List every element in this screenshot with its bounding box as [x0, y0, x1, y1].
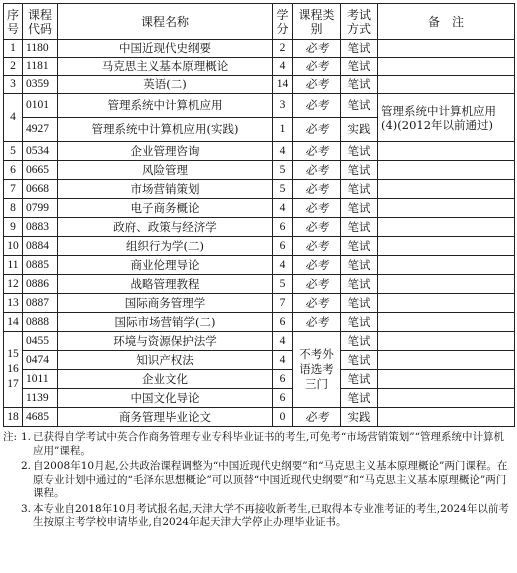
cell-credit: 4: [273, 332, 293, 351]
cell-type: 必考: [293, 313, 341, 332]
cell-name: 战略管理教程: [58, 275, 273, 294]
cell-exam: 笔试: [341, 389, 378, 408]
cell-credit: 4: [273, 256, 293, 275]
cell-credit: 7: [273, 294, 293, 313]
cell-elective-type: 不考外语选考三门: [293, 332, 341, 408]
table-row: [4, 351, 515, 370]
cell-name: 组织行为学(二): [58, 237, 273, 256]
cell-name: 马克思主义基本原理概论: [58, 58, 273, 76]
cell-credit: 3: [273, 94, 293, 118]
cell-exam: 笔试: [341, 313, 378, 332]
seq-17: 17: [7, 378, 19, 390]
cell-code: 0534: [23, 142, 58, 161]
cell-seq: 8: [4, 199, 23, 218]
cell-name: 英语(二): [58, 76, 273, 94]
cell-type: 必考: [293, 118, 341, 142]
cell-remark-row4: 管理系统中计算机应用(4)(2012年以前通过): [378, 94, 515, 142]
table-row: [4, 58, 515, 76]
cell-exam: 笔试: [341, 256, 378, 275]
table-row: [4, 275, 515, 294]
cell-type: 必考: [293, 40, 341, 58]
header-seq: 序号: [4, 4, 23, 40]
cell-exam: 笔试: [341, 58, 378, 76]
cell-credit: 5: [273, 275, 293, 294]
cell-exam: 笔试: [341, 199, 378, 218]
cell-credit: 14: [273, 76, 293, 94]
cell-remark: [378, 313, 515, 332]
cell-type: 必考: [293, 58, 341, 76]
cell-code: 0455: [23, 332, 58, 351]
course-plan: [3, 3, 514, 532]
table-row: [4, 76, 515, 94]
cell-name: 电子商务概论: [58, 199, 273, 218]
cell-remark: [378, 408, 515, 427]
cell-name: 知识产权法: [58, 351, 273, 370]
cell-credit: 6: [273, 313, 293, 332]
cell-name: 企业管理咨询: [58, 142, 273, 161]
cell-seq: 12: [4, 275, 23, 294]
cell-exam: 笔试: [341, 294, 378, 313]
cell-code: 0885: [23, 256, 58, 275]
cell-credit: 4: [273, 199, 293, 218]
cell-credit: 4: [273, 142, 293, 161]
cell-credit: 2: [273, 40, 293, 58]
cell-remark: [378, 199, 515, 218]
header-name: 课程名称: [58, 4, 273, 40]
table-row: [4, 142, 515, 161]
footnote-1: [3, 431, 514, 458]
cell-seq: 2: [4, 58, 23, 76]
cell-type: 必考: [293, 275, 341, 294]
cell-type: 必考: [293, 161, 341, 180]
footnote-number: 3.: [21, 502, 32, 515]
header-type: 课程类别: [293, 4, 341, 40]
cell-credit: 5: [273, 161, 293, 180]
cell-exam: 笔试: [341, 218, 378, 237]
cell-seq: 9: [4, 218, 23, 237]
cell-exam: 笔试: [341, 40, 378, 58]
cell-seq: 3: [4, 76, 23, 94]
cell-remark: [378, 294, 515, 313]
table-row: [4, 408, 515, 427]
cell-remark: [378, 332, 515, 351]
cell-name: 商业伦理导论: [58, 256, 273, 275]
seq-15: 15: [7, 348, 19, 360]
cell-name: 风险管理: [58, 161, 273, 180]
cell-credit: 1: [273, 118, 293, 142]
cell-code: 4927: [23, 118, 58, 142]
cell-type: 必考: [293, 142, 341, 161]
footnote-number: 2.: [21, 460, 32, 472]
cell-exam: 笔试: [341, 370, 378, 389]
cell-seq: 13: [4, 294, 23, 313]
header-credit: 学分: [273, 4, 293, 40]
cell-remark: [378, 161, 515, 180]
cell-name: 中国文化导论: [58, 389, 273, 408]
cell-code: 0474: [23, 351, 58, 370]
cell-remark: [378, 370, 515, 389]
table-row: [4, 370, 515, 389]
cell-credit: 0: [273, 408, 293, 427]
cell-remark: [378, 180, 515, 199]
table-row: [4, 389, 515, 408]
cell-code: 0886: [23, 275, 58, 294]
cell-remark: [378, 275, 515, 294]
cell-exam: 实践: [341, 118, 378, 142]
cell-credit: 6: [273, 389, 293, 408]
cell-exam: 笔试: [341, 142, 378, 161]
cell-remark: [378, 58, 515, 76]
cell-seq: 18: [4, 408, 23, 427]
cell-name: 商务管理毕业论文: [58, 408, 273, 427]
footnote-2: [3, 460, 514, 501]
cell-code: 1139: [23, 389, 58, 408]
cell-exam: 笔试: [341, 180, 378, 199]
cell-remark: [378, 40, 515, 58]
cell-credit: 4: [273, 58, 293, 76]
cell-code: 0887: [23, 294, 58, 313]
cell-code: 0101: [23, 94, 58, 118]
cell-name: 中国近现代史纲要: [58, 40, 273, 58]
table-row: [4, 237, 515, 256]
cell-credit: 5: [273, 180, 293, 199]
cell-remark: [378, 218, 515, 237]
cell-type: 必考: [293, 408, 341, 427]
cell-remark: [378, 351, 515, 370]
table-row: [4, 40, 515, 58]
header-code: 课程代码: [23, 4, 58, 40]
cell-type: 必考: [293, 94, 341, 118]
cell-credit: 6: [273, 237, 293, 256]
cell-seq: 5: [4, 142, 23, 161]
cell-exam: 笔试: [341, 237, 378, 256]
cell-seq: 14: [4, 313, 23, 332]
cell-type: 必考: [293, 180, 341, 199]
cell-type: 必考: [293, 199, 341, 218]
cell-seq: 6: [4, 161, 23, 180]
cell-name: 市场营销策划: [58, 180, 273, 199]
cell-type: 必考: [293, 218, 341, 237]
cell-credit: 6: [273, 218, 293, 237]
cell-code: 1181: [23, 58, 58, 76]
table-row: [4, 199, 515, 218]
seq-16: 16: [7, 363, 19, 375]
cell-seq: 11: [4, 256, 23, 275]
cell-code: 0888: [23, 313, 58, 332]
cell-code: 0359: [23, 76, 58, 94]
cell-type: 必考: [293, 294, 341, 313]
table-row: [4, 161, 515, 180]
cell-seq: 4: [4, 94, 23, 142]
header-remark: 备 注: [378, 4, 515, 40]
cell-code: 1180: [23, 40, 58, 58]
cell-seq: 10: [4, 237, 23, 256]
cell-remark: [378, 256, 515, 275]
table-row: [4, 94, 515, 118]
table-row: [4, 332, 515, 351]
cell-name: 企业文化: [58, 370, 273, 389]
cell-type: 必考: [293, 237, 341, 256]
cell-code: 0884: [23, 237, 58, 256]
cell-remark: [378, 237, 515, 256]
cell-name: 环境与资源保护法学: [58, 332, 273, 351]
table-row: [4, 218, 515, 237]
cell-name: 国际市场营销学(二): [58, 313, 273, 332]
footnotes: [3, 431, 514, 530]
cell-seq: 1: [4, 40, 23, 58]
footnote-text: 自2008年10月起,公共政治课程调整为“中国近现代史纲要”和“马克思主义基本原理概论”两门课程。在原专业计划中通过的“毛泽东思想概论”可以顶替“中国近现代史纲要”和“马克思主义基本原理概论”两门课程。: [33, 460, 508, 499]
cell-seq-group: [4, 332, 23, 408]
footnote-lead: 注:: [3, 431, 18, 443]
cell-exam: 笔试: [341, 161, 378, 180]
cell-seq: 7: [4, 180, 23, 199]
cell-exam: 笔试: [341, 275, 378, 294]
cell-name: 管理系统中计算机应用: [58, 94, 273, 118]
cell-credit: 6: [273, 370, 293, 389]
cell-type: 必考: [293, 256, 341, 275]
table-row: [4, 294, 515, 313]
cell-code: 4685: [23, 408, 58, 427]
cell-name: 管理系统中计算机应用(实践): [58, 118, 273, 142]
course-table: [3, 3, 515, 427]
cell-code: 0799: [23, 199, 58, 218]
footnote-number: 1.: [21, 431, 32, 443]
cell-name: 国际商务管理学: [58, 294, 273, 313]
footnote-text: 本专业自2018年10月考试报名起,天津大学不再接收新考生,已取得本专业准考证的考生,2024年以前考生按原主考学校申请毕业,自2024年起天津大学停止办理毕业证书。: [33, 502, 509, 528]
table-row: [4, 180, 515, 199]
header-exam: 考试方式: [341, 4, 378, 40]
footnote-text: 已获得自学考试中英合作商务管理专业专科毕业证书的考生,可免考“市场营销策划”“管理系统中计算机应用”课程。: [33, 431, 504, 457]
cell-code: 0665: [23, 161, 58, 180]
cell-type: 必考: [293, 76, 341, 94]
cell-remark: [378, 76, 515, 94]
cell-exam: 笔试: [341, 332, 378, 351]
cell-exam: 笔试: [341, 94, 378, 118]
cell-code: 0668: [23, 180, 58, 199]
table-row: [4, 313, 515, 332]
table-row: [4, 256, 515, 275]
cell-exam: 实践: [341, 408, 378, 427]
cell-exam: 笔试: [341, 76, 378, 94]
header-row: [4, 4, 515, 40]
cell-code: 0883: [23, 218, 58, 237]
cell-name: 政府、政策与经济学: [58, 218, 273, 237]
cell-credit: 4: [273, 351, 293, 370]
footnote-3: [3, 503, 514, 530]
cell-exam: 笔试: [341, 351, 378, 370]
cell-remark: [378, 389, 515, 408]
cell-code: 1011: [23, 370, 58, 389]
cell-remark: [378, 142, 515, 161]
